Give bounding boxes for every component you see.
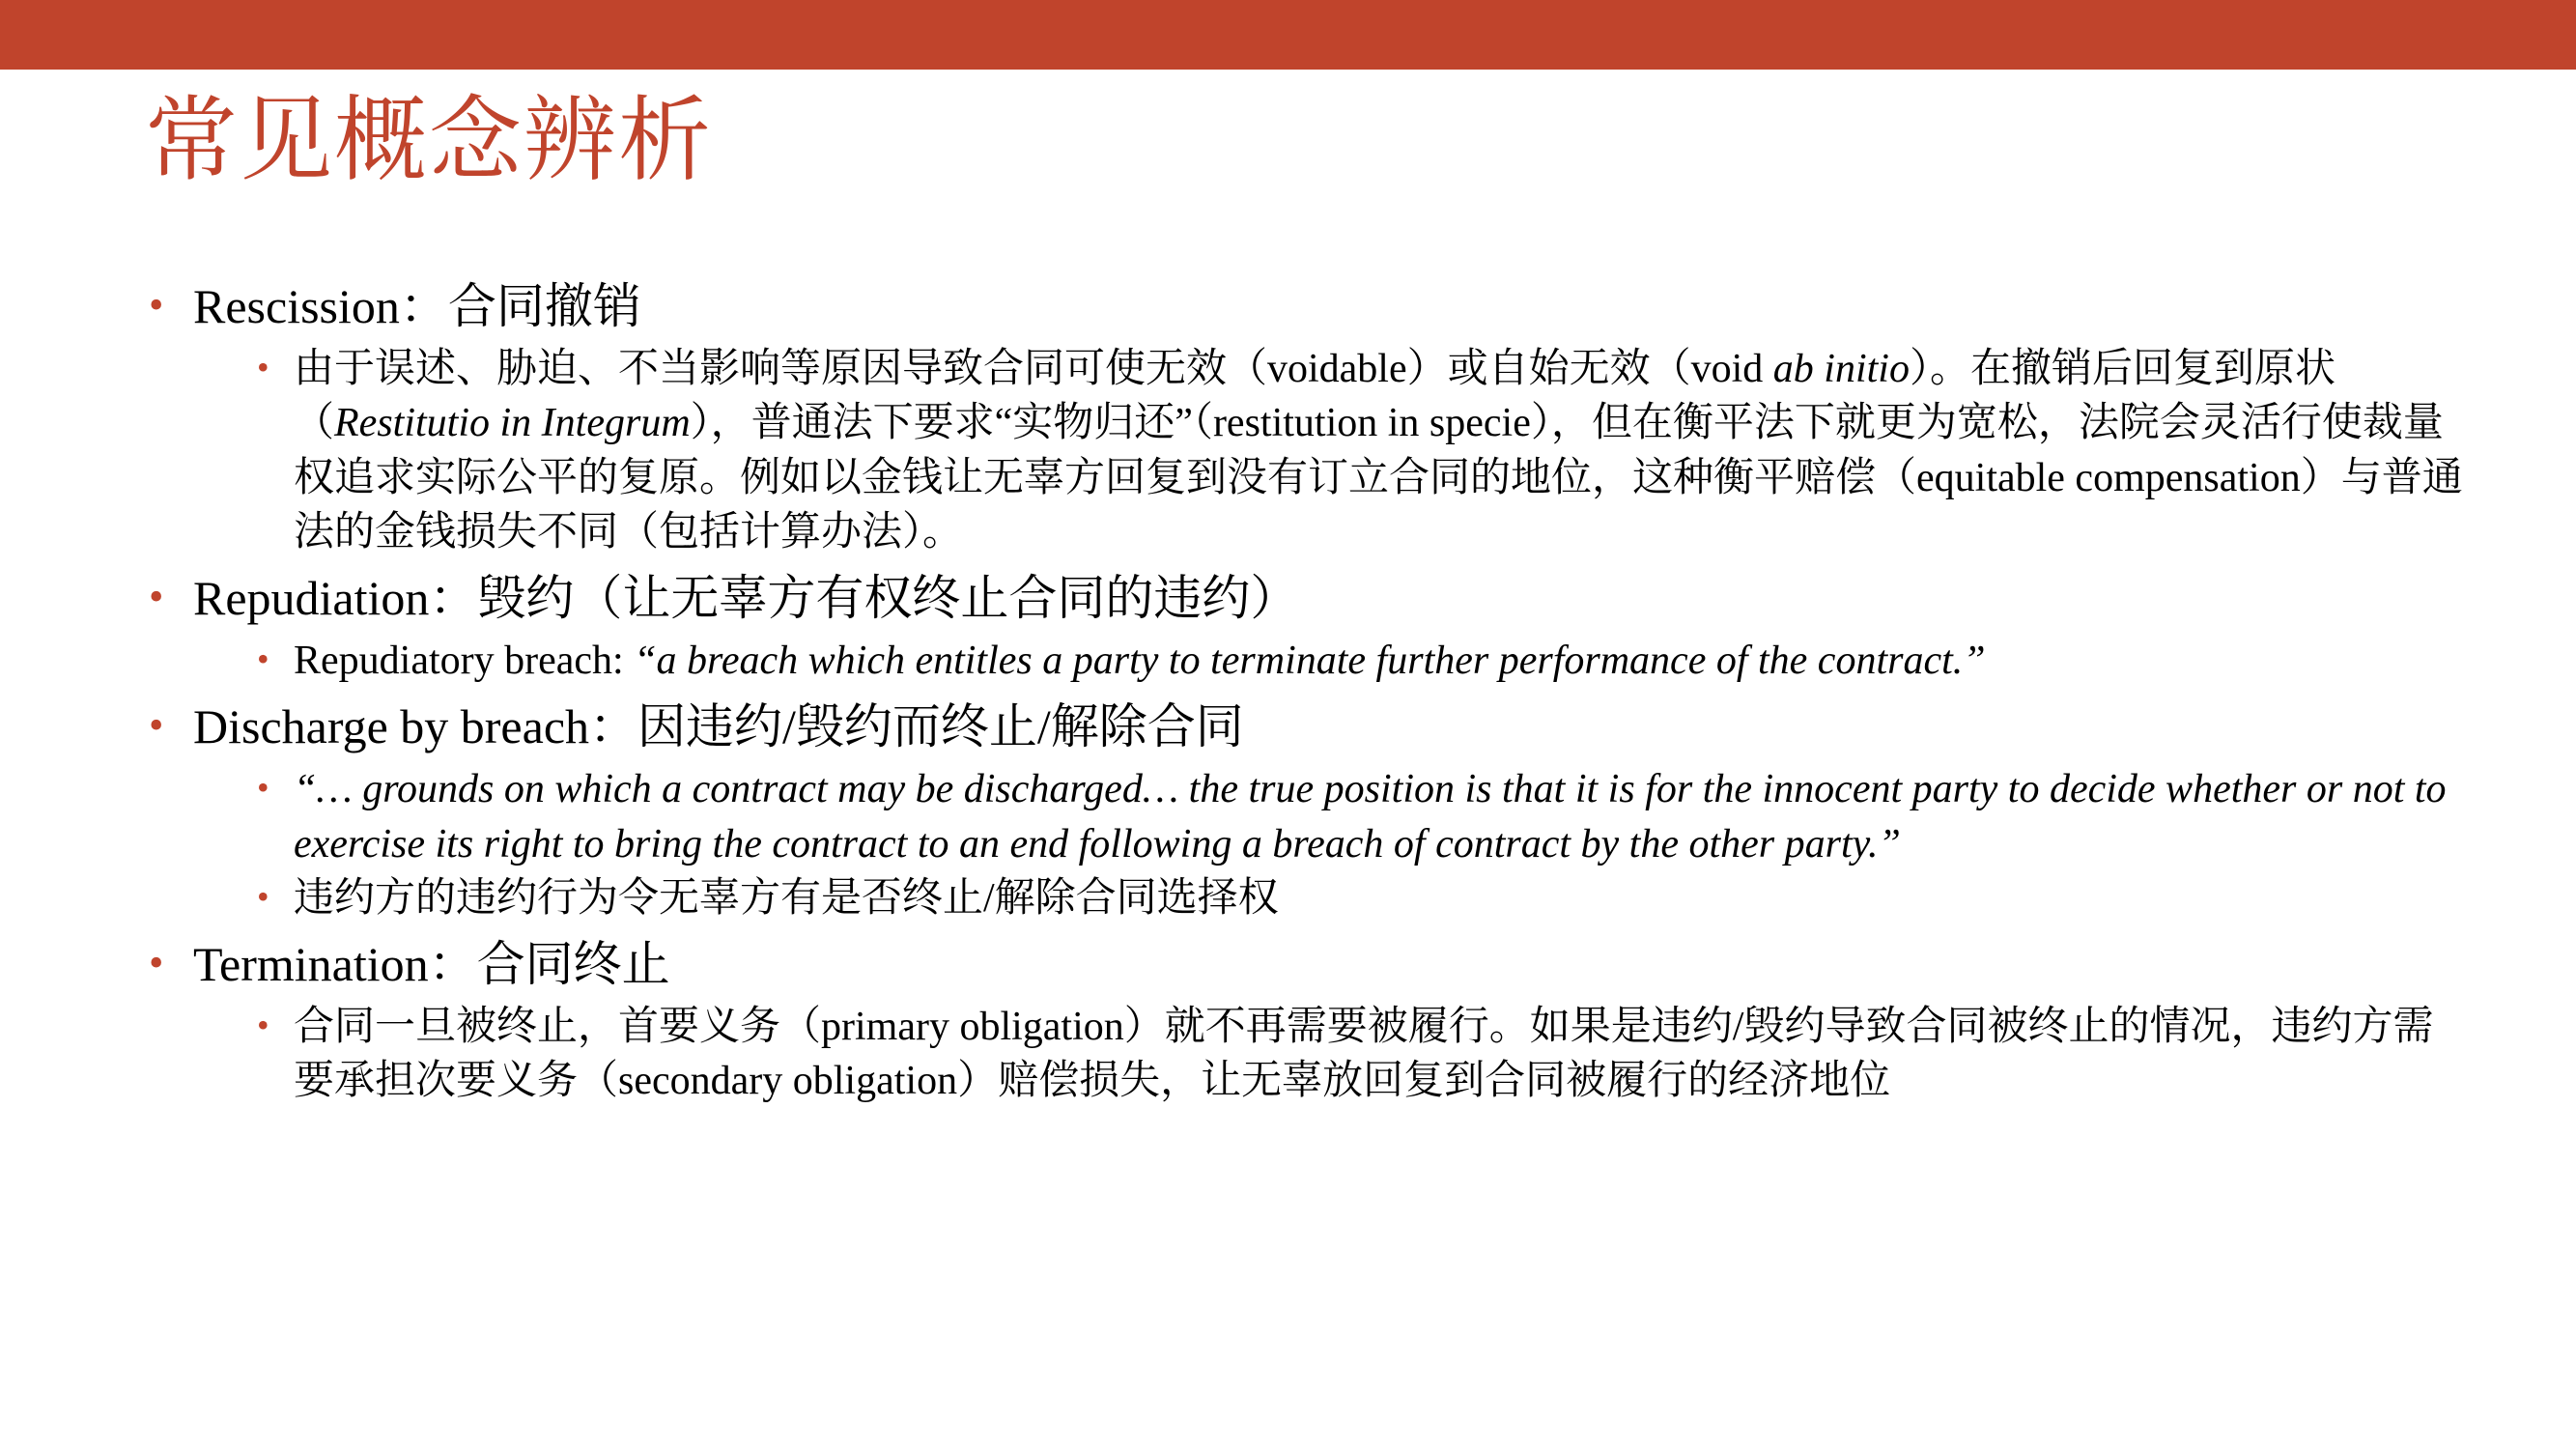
sub-bullet-item [247, 1000, 2473, 1109]
bullet-item [135, 933, 2473, 1109]
bullet-list-level2 [193, 1000, 2473, 1109]
latin-term: ab initio [1772, 347, 1910, 391]
slide-body [135, 275, 2473, 1117]
bullet-item [135, 567, 2473, 688]
sub-bullet-item [247, 871, 2473, 925]
quoted-definition: “a breach which entitles a party to terminate further performance of the contract.” [634, 639, 1986, 684]
bullet-list-level2 [193, 634, 2473, 688]
bullet-label: • Termination：合同终止 [193, 937, 670, 992]
sub-bullet-item [247, 342, 2473, 559]
sub-bullet-text: 由于误述、胁迫、不当影响等原因导致合同可使无效（voidable）或自始无效（void ab initio）。在撤销后回复到原状（Restitutio in Integrum），普通法下要求“实物归还”（restitution in specie），但在衡平法下就更为宽松，法院会灵活行使裁量权追求实际公平的复原。例如以金钱让无辜方回复到没有订立合同的地位，这种衡平赔偿（equitable compensation）与普通法的金钱损失不同（包括计算办法）。 [294, 347, 2463, 554]
bullet-list-level1 [135, 275, 2473, 1109]
sub-bullet-text: 违约方的违约行为令无辜方有是否终止/解除合同选择权 [294, 875, 1279, 921]
top-accent-band [0, 0, 2576, 70]
sub-bullet-item [247, 762, 2473, 871]
bullet-label: • Discharge by breach：因违约/毁约而终止/解除合同 [193, 699, 1244, 754]
sub-bullet-item [247, 634, 2473, 688]
latin-term: Restitutio in Integrum [334, 401, 691, 446]
bullet-list-level2 [193, 342, 2473, 559]
bullet-item [135, 696, 2473, 925]
bullet-list-level2 [193, 762, 2473, 925]
bullet-item [135, 275, 2473, 559]
sub-bullet-text: 合同一旦被终止，首要义务（primary obligation）就不再需要被履行。如果是违约/毁约导致合同被终止的情况，违约方需要承担次要义务（secondary obligation）赔偿损失，让无辜放回复到合同被履行的经济地位 [294, 1005, 2434, 1104]
sub-bullet-text: Repudiatory breach: “a breach which entitles a party to terminate further performance of the contract.” [294, 639, 1986, 684]
bullet-label: • Repudiation：毁约（让无辜方有权终止合同的违约） [193, 571, 1299, 626]
bullet-label: • Rescission：合同撤销 [193, 279, 641, 333]
page-title: 常见概念辨析 [145, 89, 713, 192]
quoted-definition: “… grounds on which a contract may be discharged… the true position is that it is for the innocent party to decide whether or not to exercise its right to bring the contract to an end following a breach of contract by the other party.” [294, 767, 2447, 867]
